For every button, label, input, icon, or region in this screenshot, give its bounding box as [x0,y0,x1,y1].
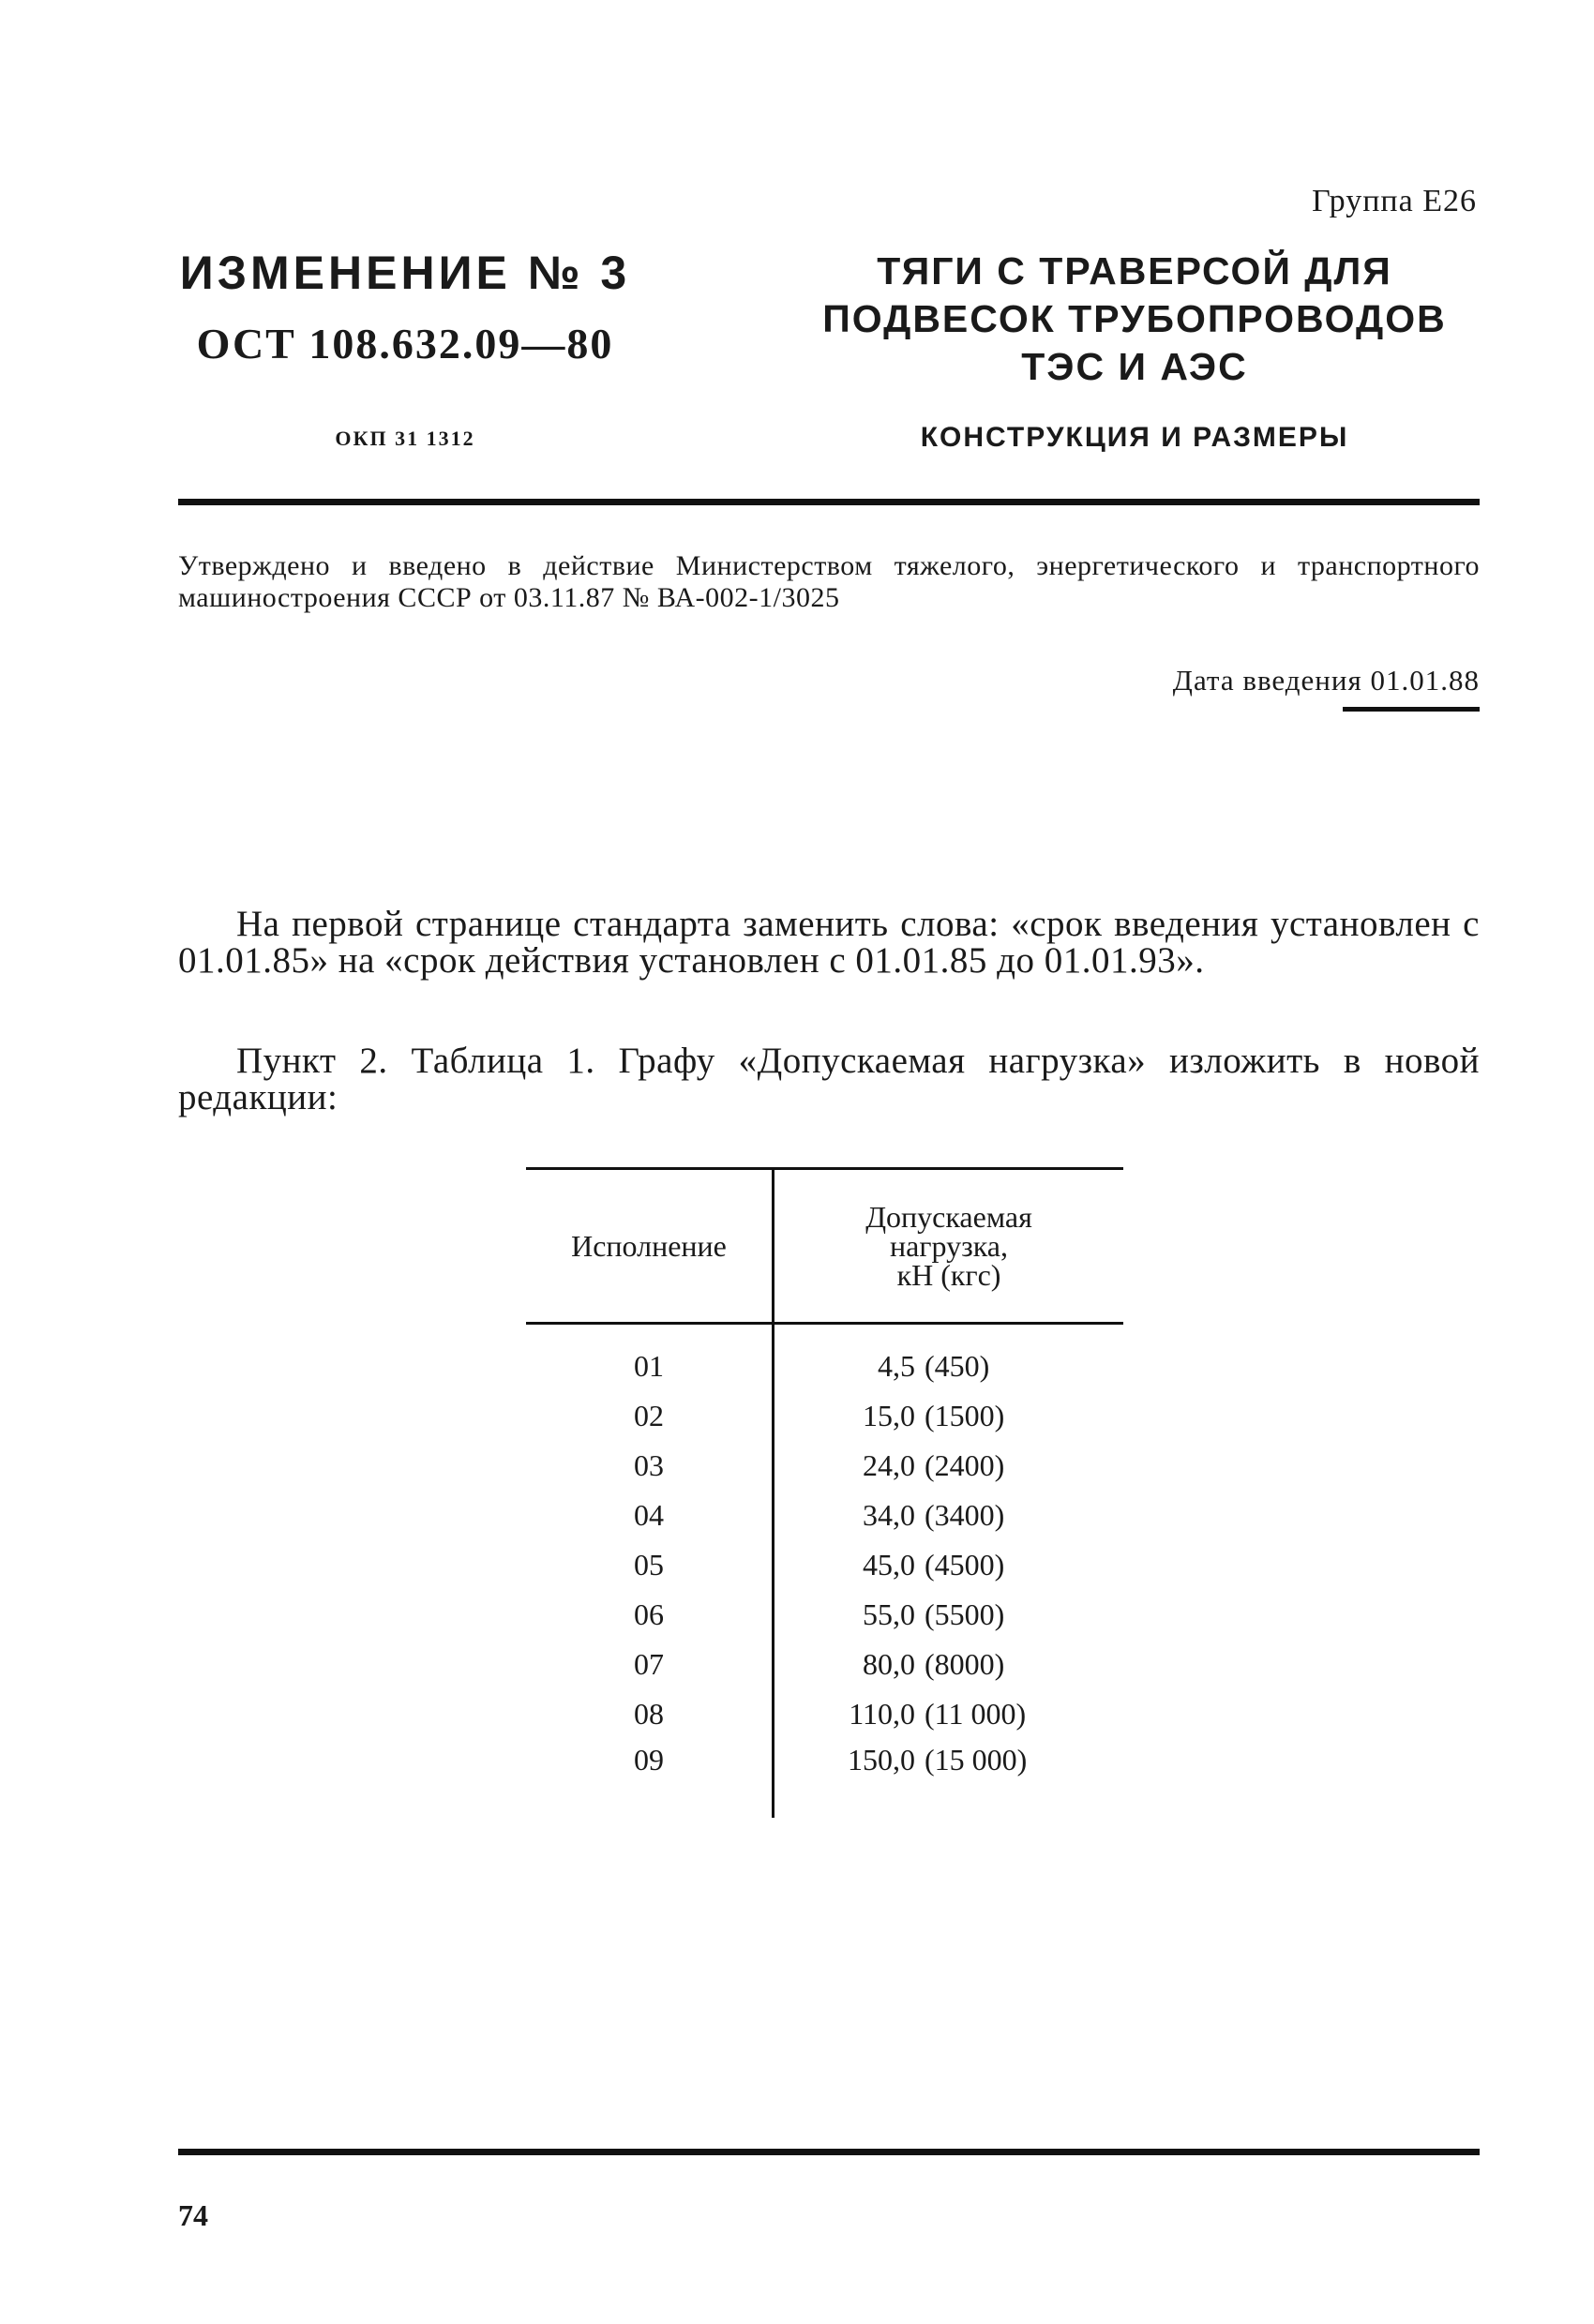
table-row [526,1540,1123,1590]
load-cell [774,1441,1124,1491]
load-kgf: (2400) [925,1448,1005,1482]
header-load-line: Допускаемая [865,1199,1032,1234]
load-kn: 110,0 [849,1697,915,1731]
table-header-row [526,1169,1123,1324]
date-underline [1343,707,1480,712]
header-load-line: нагрузка, [890,1228,1008,1263]
load-kn: 4,5 [878,1349,915,1383]
load-kgf: (3400) [925,1498,1005,1532]
okp-code: ОКП 31 1312 [335,427,475,450]
load-kn: 55,0 [863,1597,915,1631]
load-kgf: (4500) [925,1548,1005,1582]
load-cell [774,1739,1124,1818]
group-code: Группа Е26 [1312,184,1477,218]
header-variant: Исполнение [526,1169,774,1324]
load-kn: 45,0 [863,1548,915,1582]
effective-date [985,664,1480,697]
variant-cell: 08 [526,1689,774,1739]
table-row [526,1441,1123,1491]
variant-cell: 04 [526,1491,774,1540]
load-kgf: (5500) [925,1597,1005,1631]
change-title: ИЗМЕНЕНИЕ № 3 [179,247,631,299]
load-kgf: (1500) [925,1399,1005,1432]
load-kgf: (8000) [925,1647,1005,1681]
table-row [526,1640,1123,1689]
load-kgf: (450) [925,1349,990,1383]
variant-cell: 07 [526,1640,774,1689]
table-row [526,1590,1123,1640]
header-load [774,1169,1124,1324]
load-cell [774,1640,1124,1689]
load-table [526,1167,1123,1818]
load-kn: 80,0 [863,1647,915,1681]
date-label: Дата введения [1172,664,1362,697]
table-row [526,1689,1123,1739]
load-cell [774,1324,1124,1392]
load-kn: 34,0 [863,1498,915,1532]
document-title [788,247,1481,391]
variant-cell: 03 [526,1441,774,1491]
header-load-line: кН (кгс) [896,1257,1001,1292]
table-row [526,1324,1123,1392]
standard-number: ОСТ 108.632.09—80 [196,320,614,367]
load-cell [774,1391,1124,1441]
load-cell [774,1491,1124,1540]
table-row [526,1391,1123,1441]
variant-cell: 01 [526,1324,774,1392]
load-cell [774,1689,1124,1739]
load-kgf: (11 000) [925,1697,1027,1731]
title-line: ПОДВЕСОК ТРУБОПРОВОДОВ [822,297,1447,340]
table-row [526,1739,1123,1818]
load-kn: 150,0 [848,1743,915,1777]
footer-divider [178,2149,1480,2155]
page-number: 74 [178,2198,208,2232]
load-cell [774,1590,1124,1640]
variant-cell: 05 [526,1540,774,1590]
load-cell [774,1540,1124,1590]
document-subtitle: КОНСТРУКЦИЯ И РАЗМЕРЫ [920,422,1349,453]
approval-text: Утверждено и введено в действие Министерством тяжелого, энергетического и транспортного машиностроения СССР от 03.11.87 № ВА-002-1/3025 [178,550,1480,613]
title-line: ТЭС И АЭС [1021,345,1248,388]
load-kgf: (15 000) [925,1743,1028,1777]
date-value: 01.01.88 [1370,664,1480,697]
paragraph-2: Пункт 2. Таблица 1. Графу «Допускаемая нагрузка» изложить в новой редакции: [178,1041,1480,1117]
header-divider [178,499,1480,505]
load-kn: 15,0 [863,1399,915,1432]
variant-cell: 09 [526,1739,774,1818]
load-kn: 24,0 [863,1448,915,1482]
variant-cell: 06 [526,1590,774,1640]
paragraph-1: На первой странице стандарта заменить слова: «срок введения установлен с 01.01.85» на «срок действия установлен с 01.01.85 до 01.01.93». [178,904,1480,981]
title-line: ТЯГИ С ТРАВЕРСОЙ ДЛЯ [877,249,1392,292]
variant-cell: 02 [526,1391,774,1441]
table-row [526,1491,1123,1540]
